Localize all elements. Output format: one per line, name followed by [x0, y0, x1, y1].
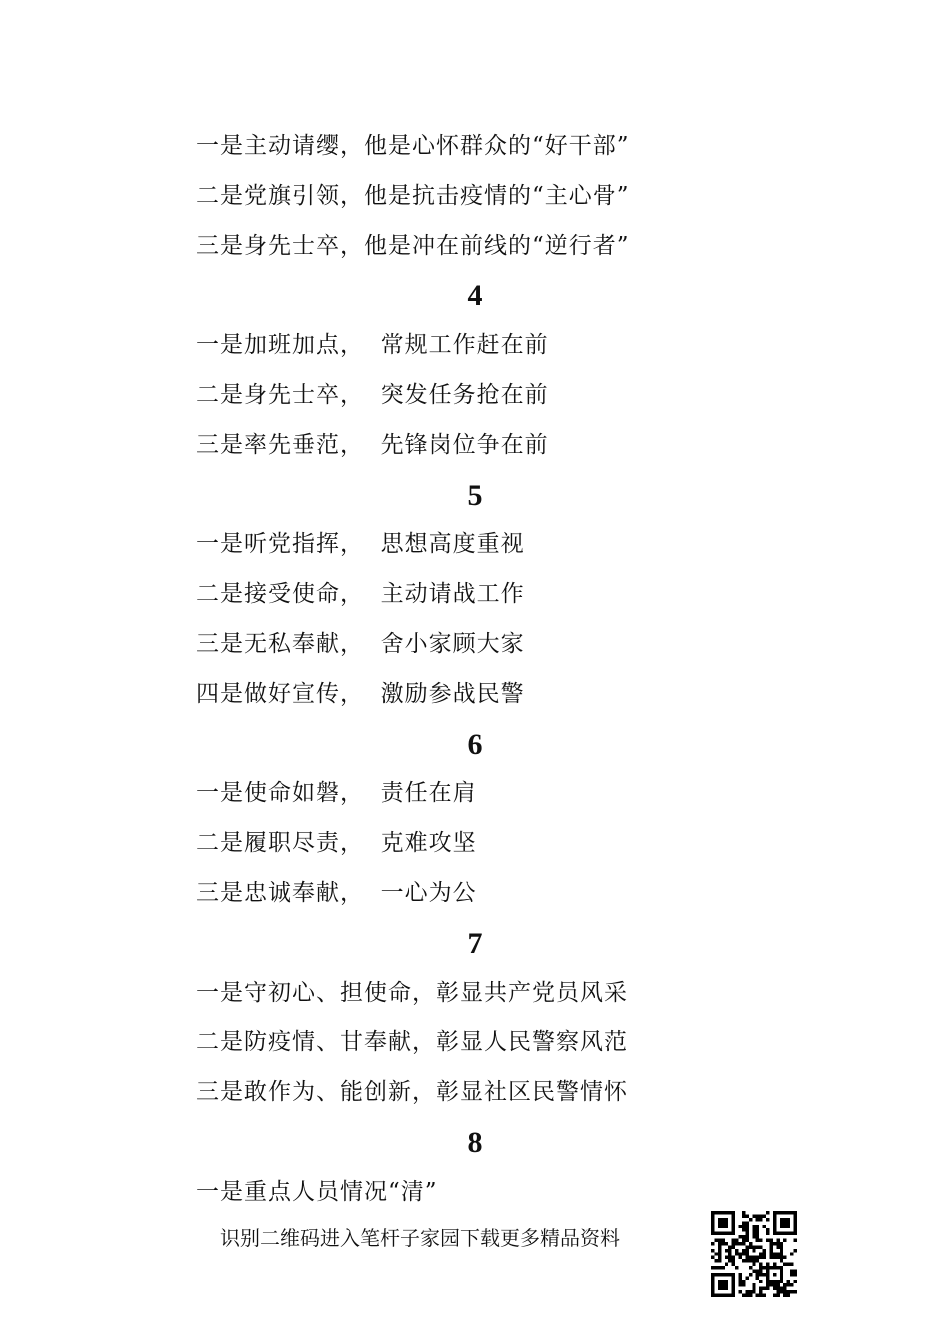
- text-line: 一是加班加点， 常规工作赶在前: [196, 332, 549, 359]
- text-line: 三是身先士卒，他是冲在前线的“逆行者”: [196, 232, 630, 259]
- text-line: 二是接受使命， 主动请战工作: [196, 581, 525, 608]
- text-line: 三是率先垂范， 先锋岗位争在前: [196, 431, 549, 458]
- text-line: 二是身先士卒， 突发任务抢在前: [196, 381, 549, 408]
- text-line: 三是无私奉献， 舍小家顾大家: [196, 630, 525, 657]
- section-number-heading: 4: [467, 279, 483, 313]
- section-number-heading: 7: [467, 926, 483, 960]
- text-line: 一是使命如磐， 责任在肩: [196, 780, 477, 807]
- text-line: 三是忠诚奉献， 一心为公: [196, 879, 477, 906]
- text-line: 二是党旗引领，他是抗击疫情的“主心骨”: [196, 182, 630, 209]
- footer-promo-text: 识别二维码进入笔杆子家园下载更多精品资料: [220, 1226, 620, 1250]
- section-number-heading: 8: [467, 1125, 483, 1159]
- text-line: 一是主动请缨，他是心怀群众的“好干部”: [196, 133, 630, 159]
- text-line: 二是防疫情、甘奉献，彰显人民警察风范: [196, 1029, 628, 1056]
- text-line: 一是守初心、担使命，彰显共产党员风采: [196, 979, 628, 1006]
- text-line: 一是听党指挥， 思想高度重视: [196, 531, 525, 558]
- document-body: [196, 122, 756, 1218]
- text-line: 四是做好宣传， 激励参战民警: [196, 680, 525, 707]
- section-number-heading: 5: [467, 478, 483, 512]
- text-line: 二是履职尽责， 克难攻坚: [196, 830, 477, 857]
- text-line: 一是重点人员情况“清”: [196, 1178, 438, 1205]
- section-number-heading: 6: [467, 727, 483, 761]
- text-line: 三是敢作为、能创新，彰显社区民警情怀: [196, 1079, 628, 1106]
- qr-code-icon[interactable]: [711, 1211, 797, 1297]
